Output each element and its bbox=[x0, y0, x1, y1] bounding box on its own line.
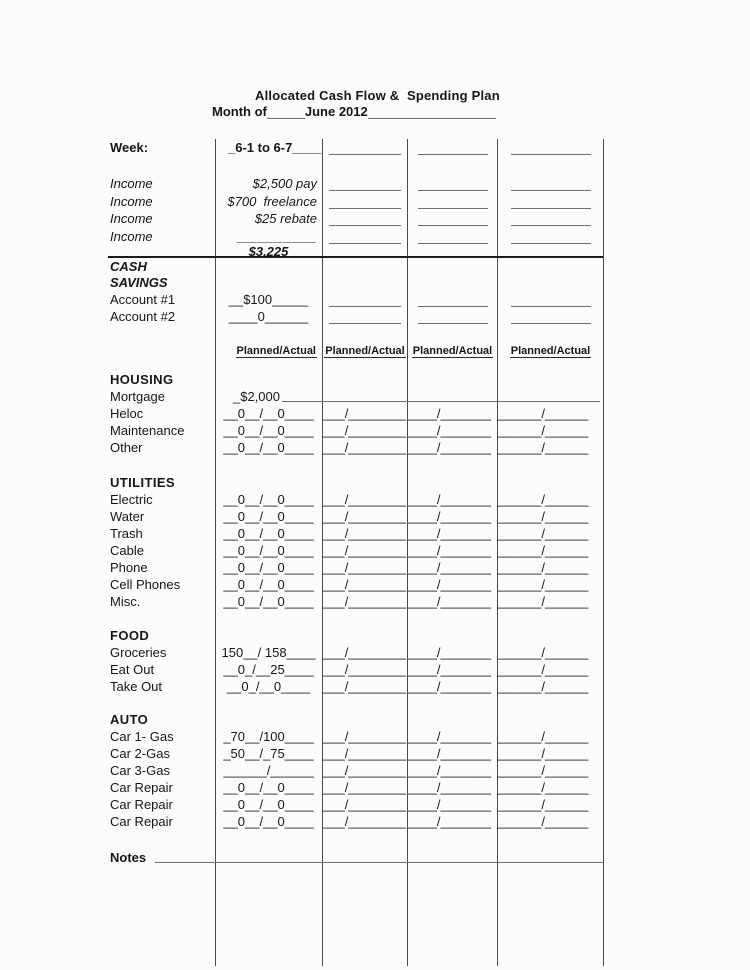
expense-row bbox=[110, 525, 603, 542]
income-entry bbox=[407, 210, 497, 228]
expense-label: Heloc bbox=[110, 406, 144, 421]
expense-week4-value: ______/______ bbox=[498, 406, 589, 421]
planned-actual-header: Planned/Actual bbox=[510, 345, 591, 357]
expense-label: Misc. bbox=[110, 594, 141, 609]
month-blank-line bbox=[267, 108, 305, 119]
cash-savings-header-row bbox=[110, 275, 603, 291]
expense-row bbox=[110, 745, 603, 762]
expense-week4-value: ______/______ bbox=[498, 560, 589, 575]
expense-row bbox=[110, 813, 603, 830]
expense-row bbox=[110, 593, 603, 610]
section-header-utilities: UTILITIES bbox=[110, 475, 175, 490]
expense-week3-value: ____/_______ bbox=[408, 763, 492, 778]
expense-week4-value: ______/______ bbox=[498, 577, 589, 592]
expense-week4-value: ______/______ bbox=[498, 526, 589, 541]
income-entry bbox=[322, 210, 407, 228]
planned-actual-header-row bbox=[110, 343, 603, 359]
expense-week2-value: ___/________ bbox=[323, 797, 407, 812]
expense-week3-value: ____/_______ bbox=[408, 729, 492, 744]
expense-week2-value: ___/________ bbox=[323, 406, 407, 421]
expense-week3-value: ____/_______ bbox=[408, 526, 492, 541]
mortgage-row bbox=[110, 388, 603, 405]
expense-week3-value: ____/_______ bbox=[408, 662, 492, 677]
spacer bbox=[110, 610, 603, 627]
expense-week3-value: ____/_______ bbox=[408, 406, 492, 421]
income-row bbox=[110, 193, 603, 211]
income-entry bbox=[407, 228, 497, 246]
month-line bbox=[212, 104, 496, 119]
expense-label: Take Out bbox=[110, 679, 163, 694]
expense-week4-value: ______/______ bbox=[498, 423, 589, 438]
notes-blank-line bbox=[155, 862, 603, 863]
expense-week2-value: ___/________ bbox=[323, 645, 407, 660]
expense-week3-value: ____/_______ bbox=[408, 679, 492, 694]
blank-entry-line bbox=[329, 313, 401, 324]
expense-week1-value: __0__/__0____ bbox=[223, 440, 314, 455]
expense-week3-value: ____/_______ bbox=[408, 594, 492, 609]
expense-label: Car 2-Gas bbox=[110, 746, 170, 761]
planned-actual-header: Planned/Actual bbox=[236, 345, 316, 357]
planned-actual-header: Planned/Actual bbox=[412, 345, 493, 357]
blank-entry-line bbox=[329, 144, 401, 155]
section-header-row bbox=[110, 371, 603, 388]
blank-entry-line bbox=[329, 198, 401, 209]
blank-entry-line bbox=[418, 233, 488, 244]
expense-row bbox=[110, 439, 603, 456]
account-entry bbox=[322, 308, 407, 325]
expense-label: Car 3-Gas bbox=[110, 763, 170, 778]
blank-entry-line bbox=[511, 313, 591, 324]
income-entry bbox=[322, 228, 407, 246]
account-entry bbox=[497, 291, 603, 308]
income-label: Income bbox=[110, 176, 153, 191]
account-label: Account #2 bbox=[110, 309, 176, 324]
expense-row bbox=[110, 661, 603, 678]
income-entry bbox=[497, 193, 603, 211]
expense-week1-value: _70__/100____ bbox=[223, 729, 314, 744]
expense-row bbox=[110, 422, 603, 439]
month-value: June 2012 bbox=[304, 104, 368, 119]
blank-entry-line bbox=[329, 296, 401, 307]
expense-week1-value: __0_/__25____ bbox=[223, 662, 314, 677]
expense-week4-value: ______/______ bbox=[498, 594, 589, 609]
budget-table bbox=[110, 139, 603, 866]
income-entry bbox=[497, 228, 603, 246]
expense-week1-value: __0__/__0____ bbox=[223, 509, 314, 524]
expense-row bbox=[110, 779, 603, 796]
expense-row bbox=[110, 559, 603, 576]
notes-row bbox=[110, 849, 603, 866]
expense-week4-value: ______/______ bbox=[498, 780, 589, 795]
income-total-row bbox=[110, 245, 603, 259]
week3-entry bbox=[407, 139, 497, 157]
income-entry bbox=[407, 175, 497, 193]
expense-week2-value: ___/________ bbox=[323, 594, 407, 609]
income-row bbox=[110, 228, 603, 246]
expense-label: Eat Out bbox=[110, 662, 155, 677]
expense-week4-value: ______/______ bbox=[498, 509, 589, 524]
expense-week2-value: ___/________ bbox=[323, 509, 407, 524]
expense-week1-value: ______/______ bbox=[223, 763, 314, 778]
expense-week1-value: _$2,000 bbox=[233, 389, 280, 404]
expense-week4-value: ______/______ bbox=[498, 746, 589, 761]
expense-week3-value: ____/_______ bbox=[408, 509, 492, 524]
expense-row bbox=[110, 576, 603, 593]
blank-entry-line bbox=[418, 180, 488, 191]
expense-week2-value: ___/________ bbox=[323, 780, 407, 795]
blank-entry-line bbox=[418, 296, 488, 307]
expense-week1-value: __0__/__0____ bbox=[223, 577, 314, 592]
expense-week3-value: ____/_______ bbox=[408, 797, 492, 812]
expense-label: Trash bbox=[110, 526, 143, 541]
expense-week1-value: __0__/__0____ bbox=[223, 492, 314, 507]
expense-week2-value: ___/________ bbox=[323, 543, 407, 558]
blank-entry-line bbox=[418, 144, 488, 155]
expense-week1-value: 150__/ 158____ bbox=[221, 645, 316, 660]
expense-week1-value: __0__/__0____ bbox=[223, 526, 314, 541]
account-value: ____0______ bbox=[228, 309, 309, 324]
expense-week1-value: __0__/__0____ bbox=[223, 423, 314, 438]
expense-week4-value: ______/______ bbox=[498, 440, 589, 455]
week-label: Week: bbox=[110, 140, 149, 155]
expense-label: Water bbox=[110, 509, 145, 524]
section-header-row bbox=[110, 711, 603, 728]
income-value: $700 freelance bbox=[227, 193, 317, 209]
expense-week2-value: ___/________ bbox=[323, 662, 407, 677]
blank-entry-line bbox=[511, 144, 591, 155]
expense-label: Groceries bbox=[110, 645, 167, 660]
section-header-food: FOOD bbox=[110, 628, 150, 643]
notes-label: Notes bbox=[110, 850, 147, 865]
spacer bbox=[110, 359, 603, 371]
expense-label: Other bbox=[110, 440, 143, 455]
week1-value: _6-1 to 6-7____ bbox=[228, 140, 322, 155]
expense-week4-value: ______/______ bbox=[498, 814, 589, 829]
income-entry bbox=[322, 175, 407, 193]
blank-entry-line bbox=[329, 180, 401, 191]
expense-week2-value: ___/________ bbox=[323, 526, 407, 541]
expense-week3-value: ____/_______ bbox=[408, 780, 492, 795]
table-column-divider bbox=[603, 139, 604, 966]
income-total-value: $3,225 bbox=[248, 244, 289, 259]
expense-row bbox=[110, 405, 603, 422]
expense-week1-value: __0__/__0____ bbox=[223, 780, 314, 795]
account-value: __$100_____ bbox=[228, 292, 309, 307]
expense-label: Car Repair bbox=[110, 780, 173, 795]
expense-week1-value: __0_/__0____ bbox=[226, 679, 311, 694]
expense-week3-value: ____/_______ bbox=[408, 577, 492, 592]
expense-week2-value: ___/________ bbox=[323, 679, 407, 694]
spacer bbox=[110, 456, 603, 474]
spacer bbox=[110, 325, 603, 343]
blank-entry-line bbox=[418, 215, 488, 226]
section-header-row bbox=[110, 627, 603, 644]
expense-label: Car 1- Gas bbox=[110, 729, 174, 744]
spacer bbox=[110, 830, 603, 849]
expense-week3-value: ____/_______ bbox=[408, 440, 492, 455]
expense-week4-value: ______/______ bbox=[498, 679, 589, 694]
expense-label: Phone bbox=[110, 560, 148, 575]
expense-week2-value: ___/________ bbox=[323, 423, 407, 438]
blank-entry-line bbox=[282, 401, 600, 402]
expense-week1-value: __0__/__0____ bbox=[223, 594, 314, 609]
expense-label: Car Repair bbox=[110, 797, 173, 812]
expense-row bbox=[110, 728, 603, 745]
page-title: Allocated Cash Flow & Spending Plan bbox=[255, 88, 500, 103]
account-entry bbox=[407, 291, 497, 308]
expense-row bbox=[110, 762, 603, 779]
expense-label: Car Repair bbox=[110, 814, 173, 829]
expense-row bbox=[110, 796, 603, 813]
blank-entry-line bbox=[511, 296, 591, 307]
expense-label: Electric bbox=[110, 492, 153, 507]
expense-week2-value: ___/________ bbox=[323, 560, 407, 575]
account-row bbox=[110, 291, 603, 308]
section-header-auto: AUTO bbox=[110, 712, 149, 727]
expense-week2-value: ___/________ bbox=[323, 814, 407, 829]
cash-savings-header-row bbox=[110, 259, 603, 275]
account-row bbox=[110, 308, 603, 325]
expense-week4-value: ______/______ bbox=[498, 645, 589, 660]
expense-week1-value: __0__/__0____ bbox=[223, 406, 314, 421]
expense-week4-value: ______/______ bbox=[498, 662, 589, 677]
income-value: $2,500 pay bbox=[252, 176, 317, 191]
expense-week1-value: __0__/__0____ bbox=[223, 543, 314, 558]
expense-week2-value: ___/________ bbox=[323, 763, 407, 778]
spacer bbox=[110, 157, 603, 175]
expense-week4-value: ______/______ bbox=[498, 543, 589, 558]
cash-savings-title-line1: CASH bbox=[110, 259, 147, 274]
expense-week1-value: _50__/_75____ bbox=[223, 746, 314, 761]
income-label: Income bbox=[110, 193, 153, 209]
cash-savings-title-line2: SAVINGS bbox=[110, 275, 168, 290]
income-value: ___________ bbox=[237, 228, 317, 244]
expense-row bbox=[110, 678, 603, 695]
expense-row bbox=[110, 491, 603, 508]
blank-entry-line bbox=[329, 215, 401, 226]
expense-week3-value: ____/_______ bbox=[408, 423, 492, 438]
expense-week4-value: ______/______ bbox=[498, 729, 589, 744]
expense-label: Cell Phones bbox=[110, 577, 181, 592]
week4-entry bbox=[497, 139, 603, 157]
expense-week3-value: ____/_______ bbox=[408, 492, 492, 507]
income-label: Income bbox=[110, 228, 153, 244]
week-row bbox=[110, 139, 603, 157]
expense-week3-value: ____/_______ bbox=[408, 560, 492, 575]
income-entry bbox=[322, 193, 407, 211]
week2-entry bbox=[322, 139, 407, 157]
account-entry bbox=[497, 308, 603, 325]
blank-entry-line bbox=[418, 313, 488, 324]
expense-week3-value: ____/_______ bbox=[408, 645, 492, 660]
blank-entry-line bbox=[511, 233, 591, 244]
month-blank-line bbox=[368, 108, 496, 119]
blank-entry-line bbox=[511, 198, 591, 209]
expense-week4-value: ______/______ bbox=[498, 492, 589, 507]
expense-week3-value: ____/_______ bbox=[408, 814, 492, 829]
income-label: Income bbox=[110, 211, 153, 226]
month-label: Month of bbox=[212, 104, 267, 119]
expense-week2-value: ___/________ bbox=[323, 492, 407, 507]
expense-week1-value: __0__/__0____ bbox=[223, 814, 314, 829]
expense-week3-value: ____/_______ bbox=[408, 746, 492, 761]
expense-label: Maintenance bbox=[110, 423, 185, 438]
blank-entry-line bbox=[511, 180, 591, 191]
account-entry bbox=[407, 308, 497, 325]
income-value: $25 rebate bbox=[254, 211, 317, 226]
expense-row bbox=[110, 542, 603, 559]
expense-week1-value: __0__/__0____ bbox=[223, 797, 314, 812]
section-header-row bbox=[110, 474, 603, 491]
expense-week2-value: ___/________ bbox=[323, 729, 407, 744]
expense-week2-value: ___/________ bbox=[323, 577, 407, 592]
income-entry bbox=[407, 193, 497, 211]
expense-week4-value: ______/______ bbox=[498, 797, 589, 812]
income-entry bbox=[497, 175, 603, 193]
account-entry bbox=[322, 291, 407, 308]
expense-row bbox=[110, 644, 603, 661]
blank-entry-line bbox=[418, 198, 488, 209]
blank-entry-line bbox=[329, 233, 401, 244]
planned-actual-header: Planned/Actual bbox=[325, 345, 405, 357]
section-header-housing: HOUSING bbox=[110, 372, 174, 387]
expense-week1-value: __0__/__0____ bbox=[223, 560, 314, 575]
expense-row bbox=[110, 508, 603, 525]
spacer bbox=[110, 695, 603, 711]
expense-week2-value: ___/________ bbox=[323, 440, 407, 455]
expense-week3-value: ____/_______ bbox=[408, 543, 492, 558]
income-row bbox=[110, 175, 603, 193]
account-label: Account #1 bbox=[110, 292, 176, 307]
expense-week4-value: ______/______ bbox=[498, 763, 589, 778]
expense-label: Mortgage bbox=[110, 389, 165, 404]
expense-label: Cable bbox=[110, 543, 144, 558]
income-row bbox=[110, 210, 603, 228]
blank-entry-line bbox=[511, 215, 591, 226]
income-entry bbox=[497, 210, 603, 228]
expense-week2-value: ___/________ bbox=[323, 746, 407, 761]
